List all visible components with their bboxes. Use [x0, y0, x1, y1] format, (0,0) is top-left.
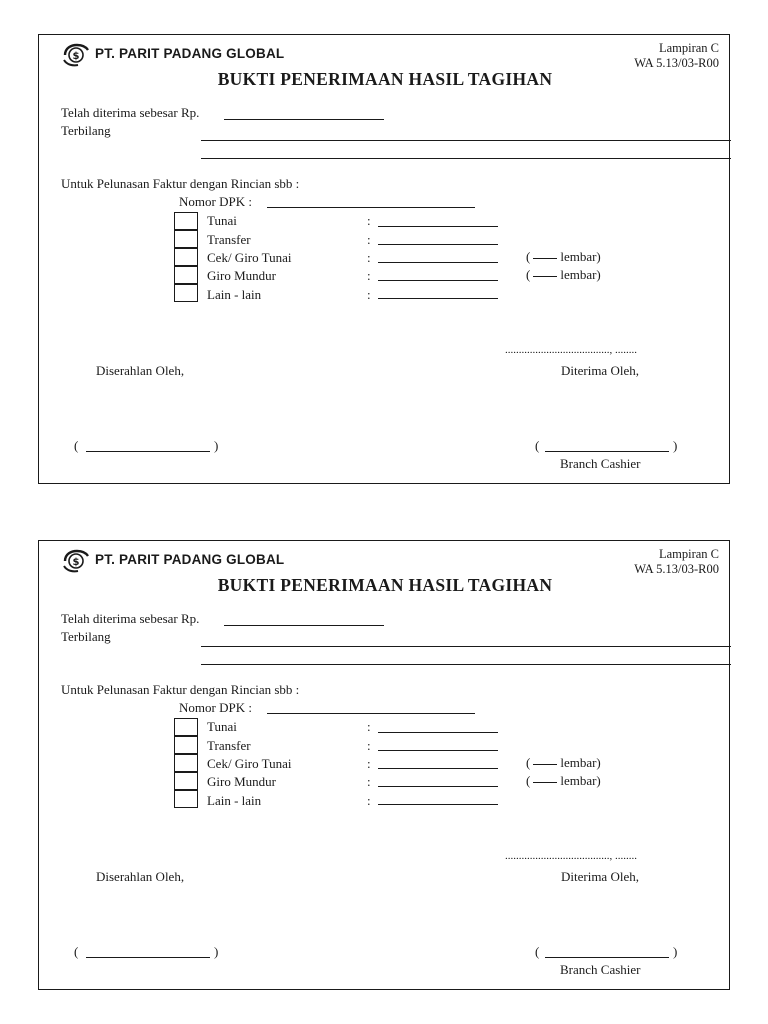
- date-placeholder: ......................................, ........: [505, 344, 637, 356]
- sheet-count-field[interactable]: [533, 276, 557, 277]
- giro-mundur-amount-field[interactable]: [378, 786, 498, 787]
- spelled-amount-line-2[interactable]: [201, 664, 731, 665]
- spelled-amount-label: Terbilang: [61, 123, 111, 138]
- svg-text:$: $: [72, 51, 80, 62]
- paren-close: ): [673, 944, 678, 959]
- handed-by-label: Diserahlan Oleh,: [96, 869, 185, 884]
- tunai-amount-field[interactable]: [378, 732, 498, 733]
- method-label-tunai: Tunai: [207, 719, 237, 734]
- checkbox-transfer[interactable]: [174, 736, 198, 754]
- sheet-label: lembar): [560, 773, 601, 788]
- method-label-lain-lain: Lain - lain: [207, 793, 262, 808]
- received-by-label: Diterima Oleh,: [561, 363, 639, 378]
- purpose-label: Untuk Pelunasan Faktur dengan Rincian sbb :: [61, 682, 300, 697]
- checkbox-giro-mundur[interactable]: [174, 772, 198, 790]
- colon: :: [367, 268, 371, 283]
- colon: :: [367, 213, 371, 228]
- spelled-amount-line-1[interactable]: [201, 140, 731, 141]
- paren-open: (: [526, 249, 531, 264]
- received-by-signature-field[interactable]: [545, 957, 669, 958]
- sheet-count-field[interactable]: [533, 258, 557, 259]
- received-by-signature-field[interactable]: [545, 451, 669, 452]
- dpk-label: Nomor DPK :: [179, 194, 252, 209]
- sheet-count-cek: [526, 249, 601, 265]
- company-name: PT. PARIT PADANG GLOBAL: [95, 46, 285, 61]
- handed-by-label: Diserahlan Oleh,: [96, 363, 185, 378]
- form-title: BUKTI PENERIMAAN HASIL TAGIHAN: [217, 69, 553, 89]
- transfer-amount-field[interactable]: [378, 750, 498, 751]
- paren-open: (: [526, 267, 531, 282]
- cek-giro-tunai-amount-field[interactable]: [378, 262, 498, 263]
- dpk-field[interactable]: [267, 713, 475, 714]
- paren-close: ): [214, 438, 219, 453]
- checkbox-giro-mundur[interactable]: [174, 266, 198, 284]
- sheet-label: lembar): [560, 249, 601, 264]
- paren-open: (: [535, 944, 540, 959]
- sheet-count-cek: [526, 755, 601, 771]
- colon: :: [367, 793, 371, 808]
- handed-by-signature-field[interactable]: [86, 957, 210, 958]
- spelled-amount-line-2[interactable]: [201, 158, 731, 159]
- colon: :: [367, 719, 371, 734]
- sheet-label: lembar): [560, 267, 601, 282]
- dpk-label: Nomor DPK :: [179, 700, 252, 715]
- sheet-label: lembar): [560, 755, 601, 770]
- lain-lain-amount-field[interactable]: [378, 298, 498, 299]
- checkbox-tunai[interactable]: [174, 718, 198, 736]
- method-label-giro-mundur: Giro Mundur: [207, 268, 276, 283]
- date-placeholder: ......................................, ........: [505, 850, 637, 862]
- dpk-field[interactable]: [267, 207, 475, 208]
- spelled-amount-line-1[interactable]: [201, 646, 731, 647]
- cek-giro-tunai-amount-field[interactable]: [378, 768, 498, 769]
- spelled-amount-label: Terbilang: [61, 629, 111, 644]
- checkbox-tunai[interactable]: [174, 212, 198, 230]
- colon: :: [367, 774, 371, 789]
- paren-close: ): [214, 944, 219, 959]
- giro-mundur-amount-field[interactable]: [378, 280, 498, 281]
- method-label-cek-giro-tunai: Cek/ Giro Tunai: [207, 756, 292, 771]
- amount-field[interactable]: [224, 625, 384, 626]
- paren-open: (: [74, 438, 79, 453]
- paren-open: (: [535, 438, 540, 453]
- sheet-count-giro: [526, 773, 601, 789]
- form-title: BUKTI PENERIMAAN HASIL TAGIHAN: [217, 575, 553, 595]
- lain-lain-amount-field[interactable]: [378, 804, 498, 805]
- paren-close: ): [673, 438, 678, 453]
- ref-line-2: WA 5.13/03-R00: [634, 56, 719, 70]
- svg-text:$: $: [72, 557, 80, 568]
- company-name: PT. PARIT PADANG GLOBAL: [95, 552, 285, 567]
- checkbox-transfer[interactable]: [174, 230, 198, 248]
- company-logo-icon: [61, 549, 91, 573]
- ref-line-1: Lampiran C: [658, 547, 719, 561]
- method-label-transfer: Transfer: [207, 738, 251, 753]
- sheet-count-field[interactable]: [533, 782, 557, 783]
- method-label-transfer: Transfer: [207, 232, 251, 247]
- form-reference: [634, 41, 719, 71]
- form-reference: [634, 547, 719, 577]
- checkbox-cek-giro-tunai[interactable]: [174, 248, 198, 266]
- amount-label: Telah diterima sebesar Rp.: [61, 105, 200, 120]
- colon: :: [367, 756, 371, 771]
- amount-field[interactable]: [224, 119, 384, 120]
- sheet-count-giro: [526, 267, 601, 283]
- paren-open: (: [74, 944, 79, 959]
- ref-line-1: Lampiran C: [658, 41, 719, 55]
- tunai-amount-field[interactable]: [378, 226, 498, 227]
- purpose-label: Untuk Pelunasan Faktur dengan Rincian sbb :: [61, 176, 300, 191]
- company-logo-icon: [61, 43, 91, 67]
- checkbox-lain-lain[interactable]: [174, 790, 198, 808]
- cashier-label: Branch Cashier: [560, 456, 641, 471]
- method-label-giro-mundur: Giro Mundur: [207, 774, 276, 789]
- method-label-lain-lain: Lain - lain: [207, 287, 262, 302]
- colon: :: [367, 250, 371, 265]
- cashier-label: Branch Cashier: [560, 962, 641, 977]
- ref-line-2: WA 5.13/03-R00: [634, 562, 719, 576]
- colon: :: [367, 232, 371, 247]
- sheet-count-field[interactable]: [533, 764, 557, 765]
- checkbox-lain-lain[interactable]: [174, 284, 198, 302]
- handed-by-signature-field[interactable]: [86, 451, 210, 452]
- method-label-cek-giro-tunai: Cek/ Giro Tunai: [207, 250, 292, 265]
- transfer-amount-field[interactable]: [378, 244, 498, 245]
- checkbox-cek-giro-tunai[interactable]: [174, 754, 198, 772]
- receipt-form-1: [38, 34, 730, 484]
- amount-label: Telah diterima sebesar Rp.: [61, 611, 200, 626]
- paren-open: (: [526, 755, 531, 770]
- method-label-tunai: Tunai: [207, 213, 237, 228]
- receipt-form-2: [38, 540, 730, 990]
- colon: :: [367, 738, 371, 753]
- paren-open: (: [526, 773, 531, 788]
- colon: :: [367, 287, 371, 302]
- received-by-label: Diterima Oleh,: [561, 869, 639, 884]
